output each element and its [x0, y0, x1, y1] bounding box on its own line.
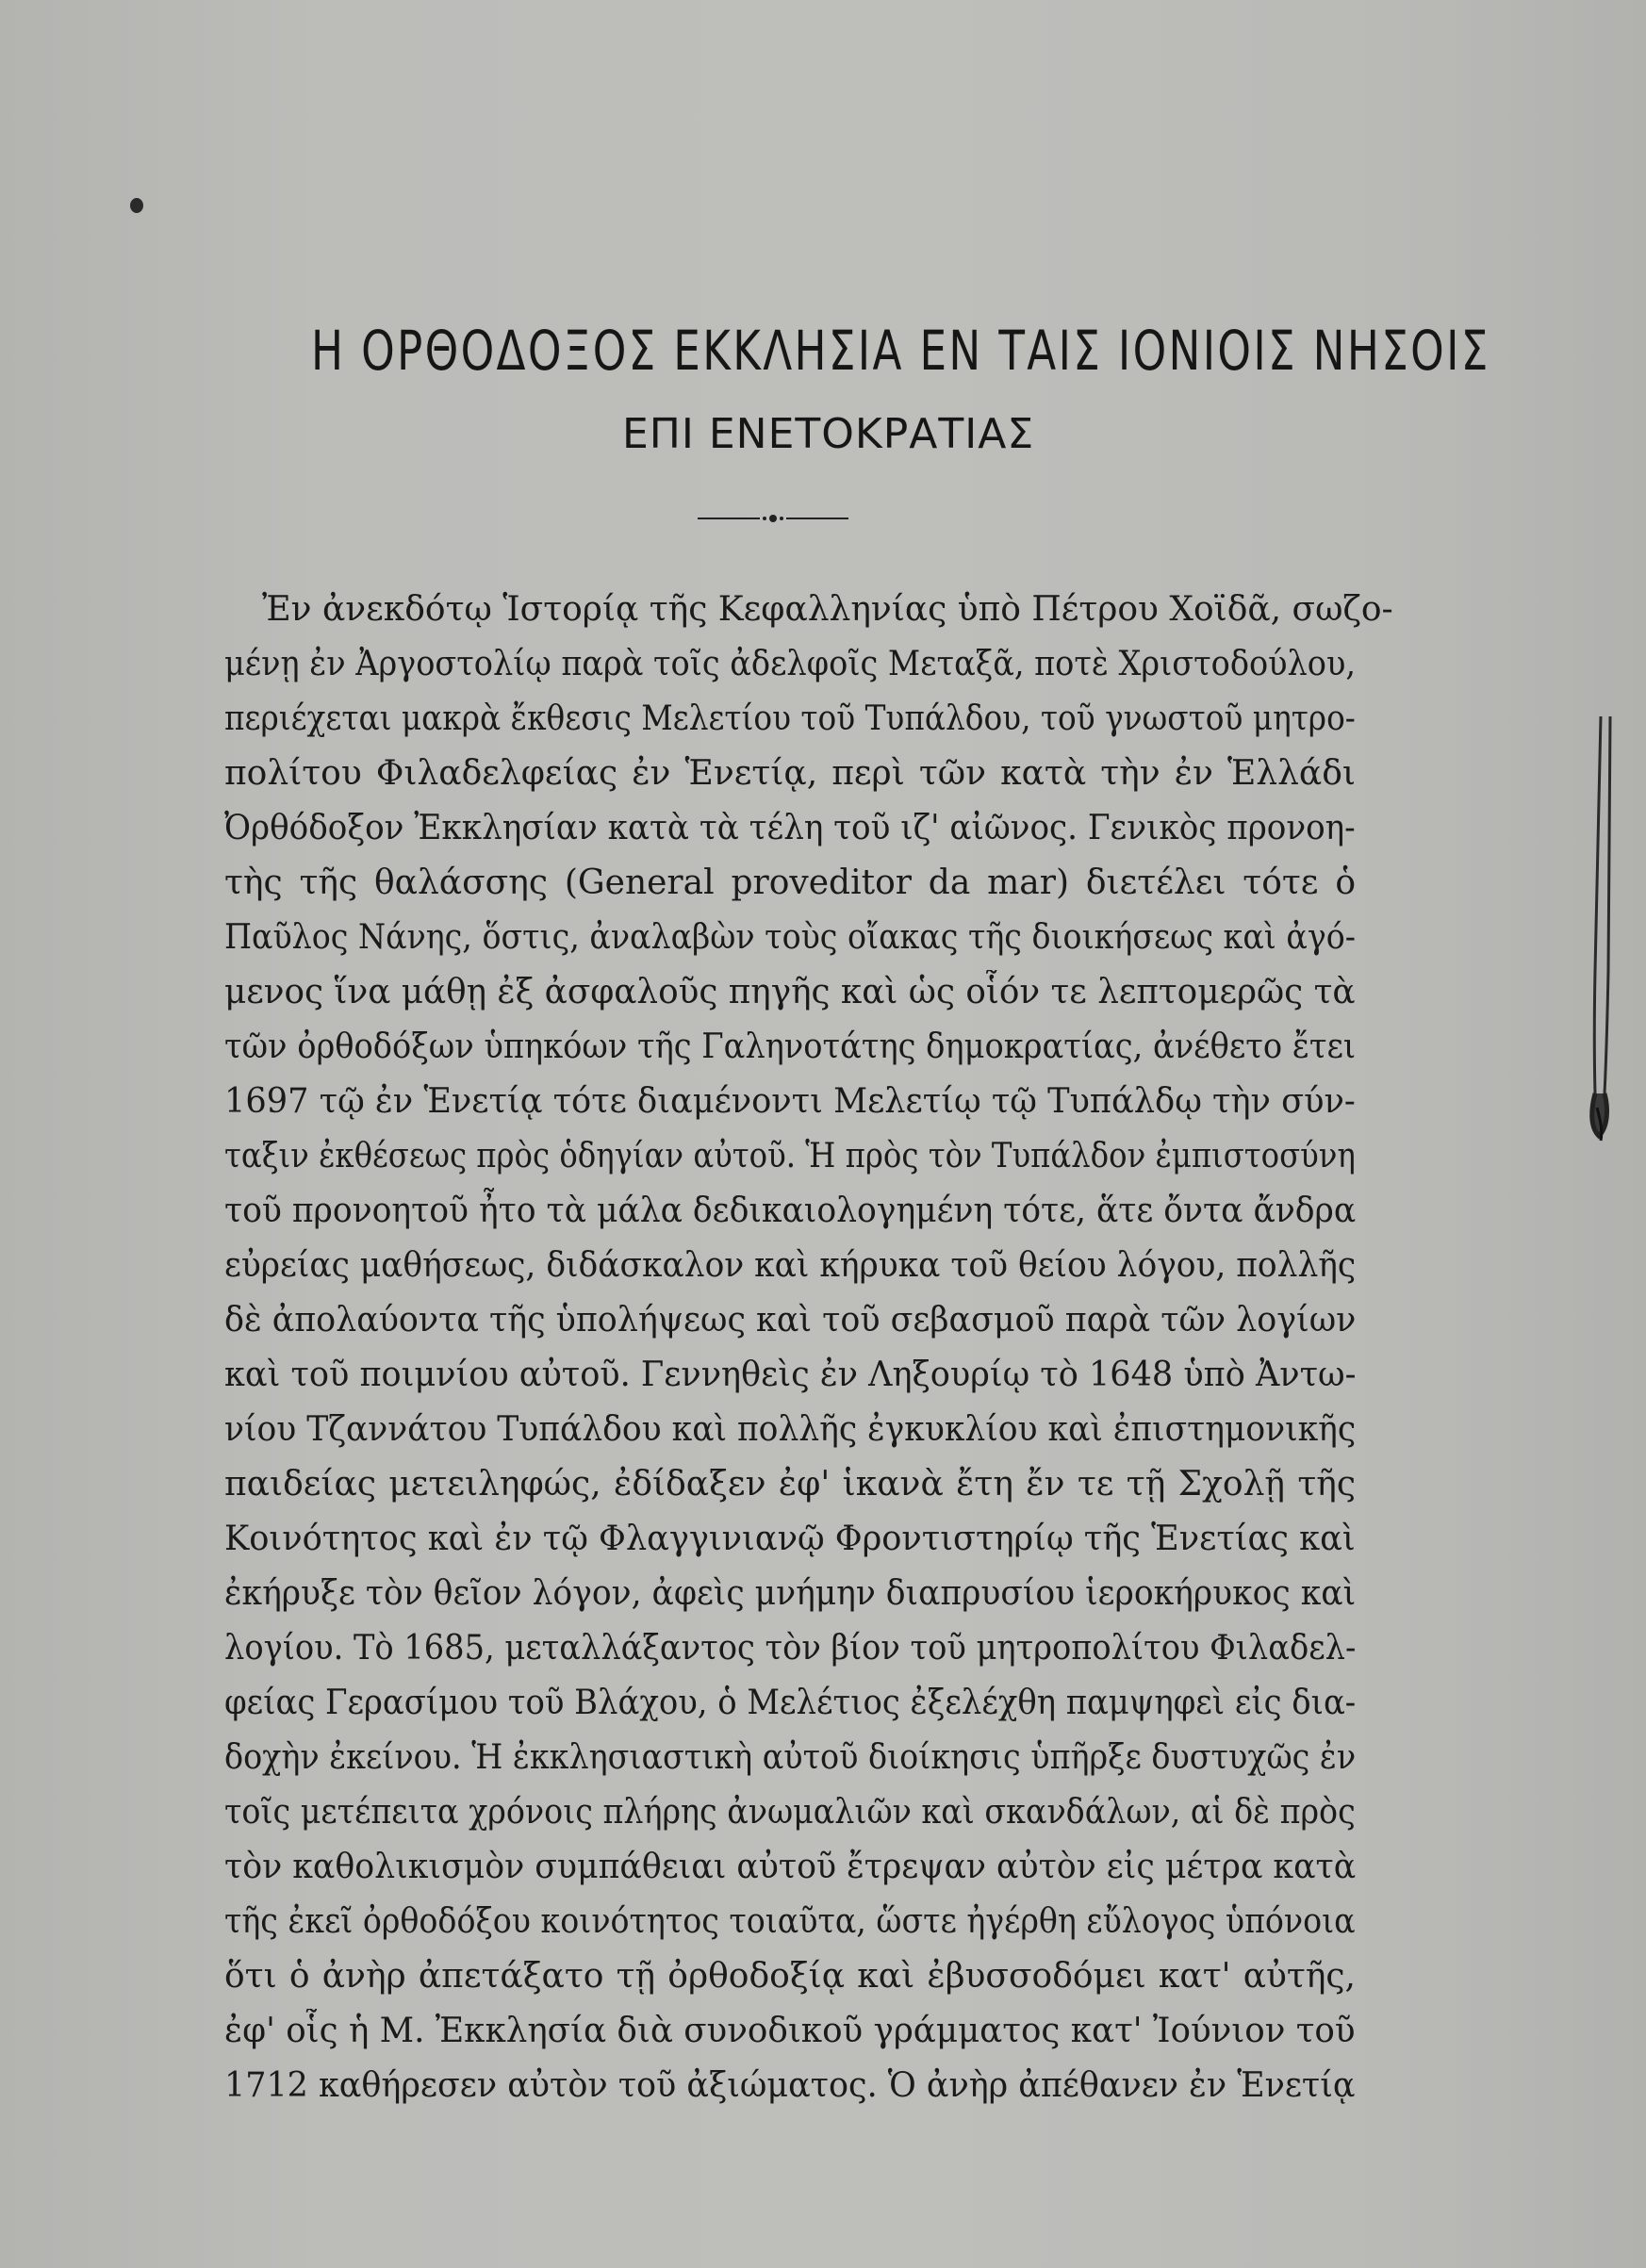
- text-line: ὅτι ὁ ἀνὴρ ἀπετάξατο τῇ ὀρθοδοξίᾳ καὶ ἐβυσσοδόμει κατ' αὐτῆς,: [224, 1957, 1356, 1996]
- text-line: ταξιν ἐκθέσεως πρὸς ὁδηγίαν αὐτοῦ. Ἡ πρὸς τὸν Τυπάλδον ἐμπιστοσύνη: [224, 1137, 1356, 1175]
- text-line: παιδείας μετειληφώς, ἐδίδαξεν ἐφ' ἱκανὰ ἔτη ἔν τε τῇ Σχολῇ τῆς: [224, 1465, 1356, 1504]
- text-line: τὸν καθολικισμὸν συμπάθειαι αὐτοῦ ἔτρεψαν αὐτὸν εἰς μέτρα κατὰ: [224, 1848, 1357, 1886]
- text-line: νίου Τζαννάτου Τυπάλδου καὶ πολλῆς ἐγκυκλίου καὶ ἐπιστημονικῆς: [224, 1410, 1357, 1449]
- body-paragraph: [224, 583, 1393, 2113]
- text-line: περιέχεται μακρὰ ἔκθεσις Μελετίου τοῦ Τυπάλδου, τοῦ γνωστοῦ μητρο-: [224, 699, 1356, 738]
- page-title: Η ΟΡΘΟΔΟΞΟΣ ΕΚΚΛΗΣΙΑ ΕΝ ΤΑΙΣ ΙΟΝΙΟΙΣ ΝΗΣΟΙΣ: [311, 319, 1490, 383]
- text-line: τὴς τῆς θαλάσσης (General proveditor da mar) διετέλει τότε ὁ: [224, 863, 1356, 902]
- text-line: τῆς ἐκεῖ ὀρθοδόξου κοινότητος τοιαῦτα, ὥστε ἠγέρθη εὔλογος ὑπόνοια: [224, 1902, 1356, 1941]
- text-line: τῶν ὀρθοδόξων ὑπηκόων τῆς Γαληνοτάτης δημοκρατίας, ἀνέθετο ἔτει: [224, 1027, 1357, 1066]
- text-line: δὲ ἀπολαύοντα τῆς ὑπολήψεως καὶ τοῦ σεβασμοῦ παρὰ τῶν λογίων: [224, 1301, 1357, 1339]
- text-line: φείας Γερασίμου τοῦ Βλάχου, ὁ Μελέτιος ἐξελέχθη παμψηφεὶ εἰς δια-: [224, 1684, 1357, 1722]
- text-line: τοῦ προνοητοῦ ἦτο τὰ μάλα δεδικαιολογημένη τότε, ἅτε ὄντα ἄνδρα: [224, 1192, 1357, 1230]
- text-line: 1697 τῷ ἐν Ἑνετίᾳ τότε διαμένοντι Μελετίῳ τῷ Τυπάλδῳ τὴν σύν-: [224, 1082, 1356, 1121]
- ink-speck: [130, 198, 143, 213]
- text-line: 1712 καθήρεσεν αὐτὸν τοῦ ἀξιώματος. Ὁ ἀνὴρ ἀπέθανεν ἐν Ἑνετίᾳ: [224, 2066, 1356, 2105]
- text-line: μένῃ ἐν Ἀργοστολίῳ παρὰ τοῖς ἀδελφοῖς Μεταξᾶ, ποτὲ Χριστοδούλου,: [224, 645, 1356, 683]
- ornamental-divider: [698, 509, 848, 528]
- text-line: Ὀρθόδοξον Ἐκκλησίαν κατὰ τὰ τέλη τοῦ ιζ' αἰῶνος. Γενικὸς προνοη-: [224, 809, 1356, 847]
- text-line: Ἐν ἀνεκδότῳ Ἱστορίᾳ τῆς Κεφαλληνίας ὑπὸ Πέτρου Χοϊδᾶ, σωζο-: [262, 590, 1393, 629]
- text-line: ἐφ' οἷς ἡ Μ. Ἐκκλησία διὰ συνοδικοῦ γράμματος κατ' Ἰούνιον τοῦ: [224, 2012, 1356, 2050]
- text-line: ἐκήρυξε τὸν θεῖον λόγον, ἀφεὶς μνήμην διαπρυσίου ἱεροκήρυκος καὶ: [224, 1574, 1357, 1613]
- page-subtitle: ΕΠΙ ΕΝΕΤΟΚΡΑΤΙΑΣ: [622, 410, 1035, 458]
- text-line: δοχὴν ἐκείνου. Ἡ ἐκκλησιαστικὴ αὐτοῦ διοίκησις ὑπῆρξε δυστυχῶς ἐν: [224, 1738, 1357, 1777]
- text-line: μενος ἵνα μάθῃ ἐξ ἀσφαλοῦς πηγῆς καὶ ὡς οἷόν τε λεπτομερῶς τὰ: [224, 973, 1356, 1011]
- text-line: Κοινότητος καὶ ἐν τῷ Φλαγγινιανῷ Φροντιστηρίῳ τῆς Ἑνετίας καὶ: [224, 1520, 1356, 1558]
- text-line: τοῖς μετέπειτα χρόνοις πλήρης ἀνωμαλιῶν καὶ σκανδάλων, αἱ δὲ πρὸς: [224, 1793, 1356, 1832]
- text-line: πολίτου Φιλαδελφείας ἐν Ἑνετίᾳ, περὶ τῶν κατὰ τὴν ἐν Ἑλλάδι: [224, 754, 1356, 793]
- text-line: λογίου. Τὸ 1685, μεταλλάξαντος τὸν βίον τοῦ μητροπολίτου Φιλαδελ-: [224, 1629, 1357, 1668]
- text-line: εὐρείας μαθήσεως, διδάσκαλον καὶ κήρυκα τοῦ θείου λόγου, πολλῆς: [224, 1246, 1357, 1285]
- text-line: καὶ τοῦ ποιμνίου αὐτοῦ. Γεννηθεὶς ἐν Ληξουρίῳ τὸ 1648 ὑπὸ Ἀντω-: [224, 1356, 1357, 1394]
- binding-thread: [1544, 0, 1646, 2268]
- text-line: Παῦλος Νάνης, ὅστις, ἀναλαβὼν τοὺς οἴακας τῆς διοικήσεως καὶ ἀγό-: [224, 918, 1357, 957]
